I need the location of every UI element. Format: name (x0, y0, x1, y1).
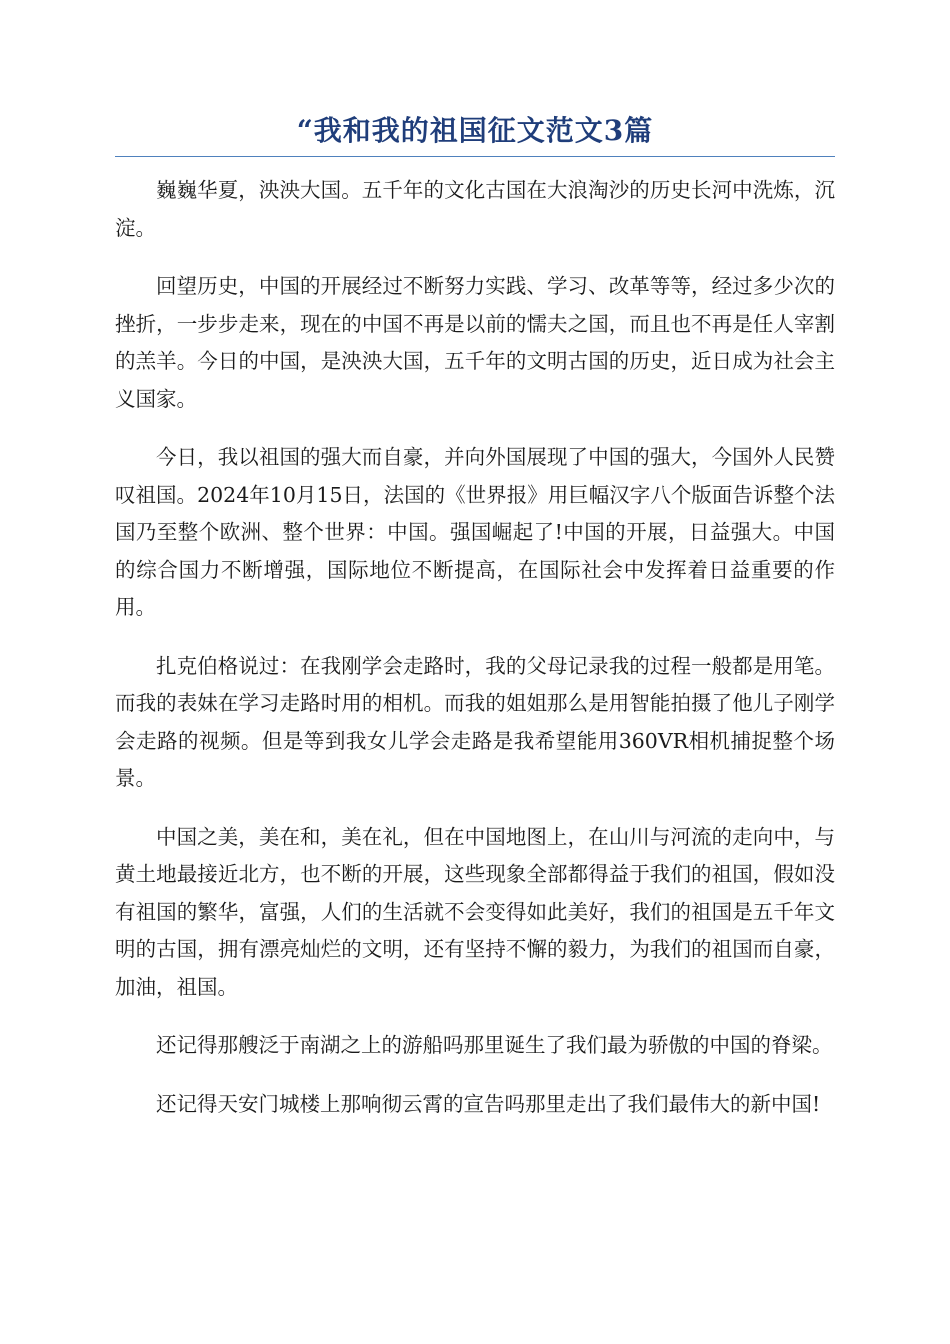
paragraph-3: 今日，我以祖国的强大而自豪，并向外国展现了中国的强大，今国外人民赞叹祖国。2024年10月15日，法国的《世界报》用巨幅汉字八个版面告诉整个法国乃至整个欧洲、整个世界：中国。强国崛起了!中国的开展，日益强大。中国的综合国力不断增强，国际地位不断提高，在国际社会中发挥着日益重要的作用。 (115, 445, 835, 619)
paragraph-7: 还记得天安门城楼上那响彻云霄的宣告吗那里走出了我们最伟大的新中国! (156, 1091, 821, 1116)
paragraph-6: 还记得那艘泛于南湖之上的游船吗那里诞生了我们最为骄傲的中国的脊梁。 (156, 1033, 833, 1057)
paragraph-4: 扎克伯格说过：在我刚学会走路时，我的父母记录我的过程一般都是用笔。而我的表妹在学习走路时用的相机。而我的姐姐那么是用智能拍摄了他儿子刚学会走路的视频。但是等到我女儿学会走路是我希望能用360VR相机捕捉整个场景。 (115, 653, 835, 790)
title-block (115, 108, 835, 157)
document-body (115, 172, 835, 1144)
paragraph-2: 回望历史，中国的开展经过不断努力实践、学习、改革等等，经过多少次的挫折，一步步走来，现在的中国不再是以前的懦夫之国，而且也不再是任人宰割的羔羊。今日的中国，是泱泱大国，五千年的文明古国的历史，近日成为社会主义国家。 (115, 274, 835, 411)
document-title: “我和我的祖国征文范文3篇 (296, 114, 654, 147)
paragraph-1: 巍巍华夏，泱泱大国。五千年的文化古国在大浪淘沙的历史长河中洗炼，沉淀。 (115, 178, 835, 240)
paragraph-5: 中国之美，美在和，美在礼，但在中国地图上，在山川与河流的走向中，与黄土地最接近北方，也不断的开展，这些现象全部都得益于我们的祖国，假如没有祖国的繁华，富强，人们的生活就不会变得如此美好，我们的祖国是五千年文明的古国，拥有漂亮灿烂的文明，还有坚持不懈的毅力，为我们的祖国而自豪，加油，祖国。 (115, 824, 835, 999)
